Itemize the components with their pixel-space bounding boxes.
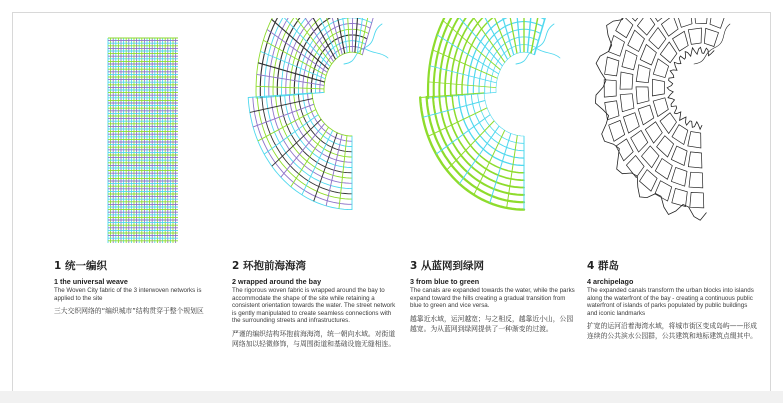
panel-4-title: 4 archipelago bbox=[587, 277, 634, 286]
diagram-archipelago bbox=[582, 18, 742, 246]
island-block bbox=[640, 170, 658, 192]
blue-to-green-grid bbox=[404, 18, 564, 246]
island-block bbox=[655, 181, 672, 201]
island-block bbox=[657, 136, 674, 157]
panel-4-description-zh: 扩宽的运河沿着海湾水域，将城市街区变成岛屿——形成连续的公共滨水公园群，公共建筑和地标建筑点缀其中。 bbox=[587, 322, 757, 341]
panel-1-description-zh: 三大交织网络的“编织城市”结构贯穿于整个规划区 bbox=[54, 307, 204, 316]
shoreline-branch bbox=[536, 48, 560, 58]
island-block bbox=[653, 98, 668, 117]
island-block bbox=[640, 45, 656, 66]
diagram-blue-to-green bbox=[404, 18, 564, 246]
island-block bbox=[688, 152, 702, 168]
panel-2-description-en: The rigorous woven fabric is wrapped around the bay to accommodate the shape of the site while retaining a consistent orientation towards the water. The street network is gently manipulated to create seamless connections with the surrounding streets and infrastructures. bbox=[232, 287, 396, 325]
panel-4-text bbox=[587, 258, 757, 341]
island-block bbox=[642, 146, 660, 168]
island-block bbox=[649, 28, 666, 49]
island-block bbox=[605, 57, 619, 76]
island-block bbox=[671, 167, 687, 186]
island-block bbox=[672, 125, 688, 145]
bay-spoke-line bbox=[314, 133, 338, 201]
panel-2-description-zh: 严谨的编织结构环抱前海海湾，统一朝向水域。对街道网络加以轻微修饰，与周围街道和基础设施无缝相连。 bbox=[232, 329, 396, 348]
shoreline-stream bbox=[694, 24, 730, 64]
bottom-band bbox=[0, 391, 783, 403]
island-block bbox=[631, 130, 648, 152]
island-block bbox=[672, 188, 688, 206]
bay-ring-line bbox=[312, 93, 352, 136]
island-block bbox=[650, 18, 667, 22]
bay-spoke-line bbox=[250, 99, 313, 113]
bay-spoke-line bbox=[258, 63, 324, 82]
panel-4-number-title: 4 群岛 bbox=[587, 260, 619, 272]
panel-1-title: 1 the universal weave bbox=[54, 277, 128, 286]
panel-1-text bbox=[54, 258, 222, 316]
island-block bbox=[673, 31, 689, 51]
panel-2-number-title: 2 环抱前海海湾 bbox=[232, 260, 306, 272]
diagram-wrapped-bay bbox=[232, 18, 392, 246]
island-block bbox=[653, 59, 668, 78]
island-block bbox=[694, 18, 708, 24]
island-block bbox=[616, 18, 633, 38]
island-block bbox=[671, 146, 687, 165]
bay-ring-line bbox=[428, 18, 559, 98]
panel-2-text bbox=[232, 258, 400, 349]
panel-4-description-en: The expanded canals transform the urban blocks into islands along the waterfront of the bay - creating a continuous public waterfront of islands of parks populated by public buildings and iconic landmarks bbox=[587, 287, 754, 317]
diagram-universal-weave bbox=[60, 18, 190, 246]
island-block bbox=[661, 18, 678, 36]
island-block bbox=[655, 159, 672, 180]
panel-3-title: 3 from blue to green bbox=[410, 277, 480, 286]
island-block bbox=[677, 18, 692, 27]
island-block bbox=[690, 192, 704, 208]
island-block bbox=[688, 132, 701, 149]
island-block bbox=[626, 156, 644, 178]
panel-1-description-en: The Woven City fabric of the 3 interwoven networks is applied to the site bbox=[54, 287, 202, 302]
island-block bbox=[638, 105, 654, 125]
island-block bbox=[660, 113, 677, 134]
island-block bbox=[620, 94, 634, 112]
panel-1-number-title: 1 统一编织 bbox=[54, 260, 107, 272]
island-block bbox=[609, 120, 625, 141]
island-block bbox=[637, 18, 654, 35]
wrapped-bay-grid bbox=[232, 18, 392, 246]
island-block bbox=[636, 65, 650, 83]
shoreline-branch bbox=[364, 48, 388, 58]
island-block bbox=[689, 172, 703, 188]
panel-3-description-zh: 越靠近水域，运河越宽；与之相反，越靠近小山，公园越宽。为从蓝网到绿网提供了一种渐变的过渡。 bbox=[410, 314, 574, 333]
archipelago-outline bbox=[582, 18, 742, 246]
panel-3-text bbox=[410, 258, 578, 334]
island-block bbox=[622, 50, 637, 70]
island-block bbox=[628, 30, 645, 51]
island-block bbox=[605, 101, 619, 120]
island-block bbox=[623, 113, 639, 133]
panel-3-number-title: 3 从蓝网到绿网 bbox=[410, 260, 484, 272]
island-block bbox=[652, 79, 664, 96]
bay-spoke-line bbox=[468, 18, 508, 59]
island-block bbox=[636, 87, 649, 104]
island-block bbox=[660, 42, 677, 63]
universal-weave-grid bbox=[60, 18, 190, 246]
panel-2-title: 2 wrapped around the bay bbox=[232, 277, 322, 286]
outer-coastline bbox=[595, 18, 742, 220]
inner-coastline bbox=[667, 47, 714, 129]
island-block bbox=[620, 72, 633, 89]
island-block bbox=[710, 18, 725, 28]
bay-ring-line bbox=[462, 18, 547, 95]
island-block bbox=[688, 28, 701, 44]
island-block bbox=[645, 122, 662, 143]
island-block bbox=[704, 28, 718, 46]
bay-ring-line bbox=[260, 18, 386, 98]
panel-3-description-en: The canals are expanded towards the water, while the parks expand toward the hills creating a gradual transition from blue to green and vice versa. bbox=[410, 287, 575, 310]
island-block bbox=[604, 80, 616, 97]
bay-ring-line bbox=[484, 93, 524, 136]
